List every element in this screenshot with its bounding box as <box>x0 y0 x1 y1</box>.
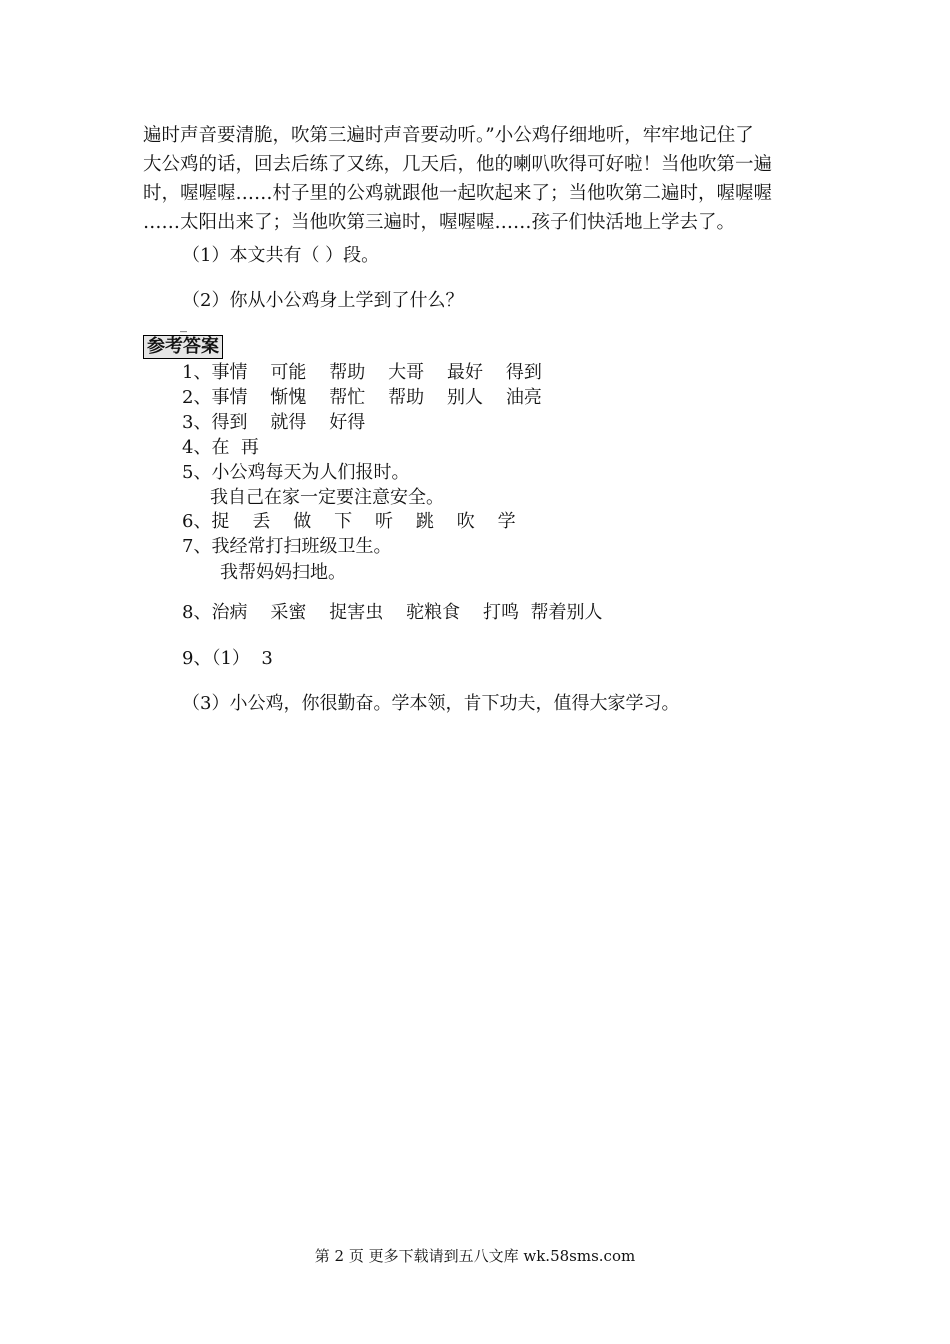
paragraph-line: 时，喔喔喔……村子里的公鸡就跟他一起吹起来了；当他吹第二遍时，喔喔喔 <box>143 183 773 204</box>
page-footer: 第 2 页 更多下载请到五八文库 wk.58sms.com <box>314 1247 636 1265</box>
answer-4: 4、在 再 <box>182 437 259 458</box>
answer-9: 9、（1） 3 <box>182 648 273 669</box>
answer-5-line-2: 我自己在家一定要注意安全。 <box>210 487 444 508</box>
answer-5: 5、小公鸡每天为人们报时。 <box>182 462 410 483</box>
story-paragraph <box>143 121 818 237</box>
answer-8: 8、治病 采蜜 捉害虫 驼粮食 打鸣 帮着别人 <box>182 602 603 623</box>
answer-1: 1、事情 可能 帮助 大哥 最好 得到 <box>182 362 542 383</box>
answer-2: 2、事情 惭愧 帮忙 帮助 别人 油亮 <box>182 387 542 408</box>
answer-6: 6、捉 丢 做 下 听 跳 吹 学 <box>182 511 516 532</box>
question-1: （1）本文共有（ ）段。 <box>182 245 380 266</box>
answer-3: 3、得到 就得 好得 <box>182 412 366 433</box>
question-2: （2）你从小公鸡身上学到了什么？ <box>182 290 464 311</box>
paragraph-line: 遍时声音要清脆，吹第三遍时声音要动听。”小公鸡仔细地听，牢牢地记住了 <box>143 125 754 146</box>
answer-key-heading: 参考答案 <box>143 335 223 359</box>
paragraph-line: 大公鸡的话，回去后练了又练，几天后，他的喇叭吹得可好啦！当他吹第一遍 <box>143 154 773 175</box>
paragraph-line: ……太阳出来了；当他吹第三遍时，喔喔喔……孩子们快活地上学去了。 <box>143 212 736 233</box>
answer-7: 7、我经常打扫班级卫生。 <box>182 536 392 557</box>
answer-9-part-3: （3）小公鸡，你很勤奋。学本领，肯下功夫，值得大家学习。 <box>182 693 680 714</box>
answer-7-line-2: 我帮妈妈扫地。 <box>220 562 346 583</box>
answer-blank: _ <box>180 317 187 333</box>
